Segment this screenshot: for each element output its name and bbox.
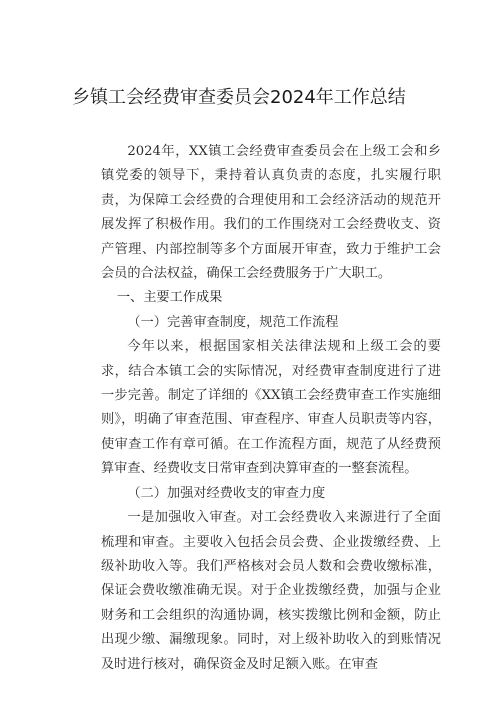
body-paragraph: 一是加强收入审查。对工会经费收入来源进行了全面梳理和审查。主要收入包括会员会费、企业拨缴经费、上级补助收入等。我们严格核对会员人数和会费收缴标准，保证会费收缴准确无误。对于企业拨缴经费，加强与企业财务和工会组织的沟通协调，核实拨缴比例和金额，防止出现少缴、漏缴现象。同时，对上级补助收入的到账情况及时进行核对，确保资金及时足额入账。在审查 [101, 510, 441, 672]
section-heading: 一、主要工作成果 [116, 290, 223, 306]
document-title: 乡镇工会经费审查委员会2024年工作总结 [72, 87, 406, 108]
subsection-heading: （二）加强对经费收支的审查力度 [127, 485, 326, 501]
intro-paragraph: 2024年，XX镇工会经费审查委员会在上级工会和乡镇党委的领导下，秉持着认真负责的态度，扎实履行职责，为保障工会经费的合理使用和工会经济活动的规范开展发挥了积极作用。我们的工作围绕对工会经费收支、资产管理、内部控制等多个方面展开审查，致力于维护工会会员的合法权益，确保工会经费服务于广大职工。 [101, 144, 441, 282]
subsection-heading: （一）完善审查制度，规范工作流程 [127, 314, 339, 330]
document-body [101, 140, 441, 677]
body-paragraph: 今年以来，根据国家相关法律法规和上级工会的要求，结合本镇工会的实际情况，对经费审查制度进行了进一步完善。制定了详细的《XX镇工会经费审查工作实施细则》，明确了审查范围、审查程序、审查人员职责等内容，使审查工作有章可循。在工作流程方面，规范了从经费预算审查、经费收支日常审查到决算审查的一整套流程。 [101, 339, 441, 477]
